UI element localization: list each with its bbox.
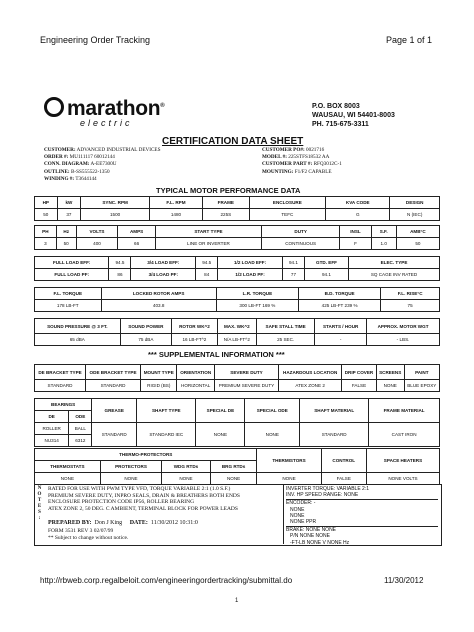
table-cell: LINE OR INVERTER bbox=[155, 238, 261, 250]
table-header-cell: SYNC. RPM bbox=[81, 197, 150, 209]
table-header-cell: FRAME MATERIAL bbox=[369, 399, 440, 423]
table-cell: 50 bbox=[35, 209, 58, 221]
table-cell: 50 bbox=[56, 238, 76, 250]
brake-label: BRAKE: bbox=[286, 527, 305, 534]
table-cell: 403.8 bbox=[101, 300, 216, 312]
table-header-cell: DE BRACKET TYPE bbox=[35, 365, 86, 380]
table-header-cell: THERMO-PROTECTORS bbox=[35, 449, 257, 461]
inverter-torque: INVERTER TORQUE: VARIABLE 2:1 bbox=[286, 486, 369, 492]
table-header-cell: PROTECTORS bbox=[100, 461, 161, 473]
table-cell: NONE bbox=[245, 423, 300, 447]
table-header-cell: FULL LOAD PF: bbox=[35, 269, 109, 281]
table-cell: N (IEC) bbox=[390, 209, 440, 221]
table-cell: 37 bbox=[57, 209, 81, 221]
table-cell: - bbox=[315, 334, 367, 346]
table-cell: 84 bbox=[196, 269, 218, 281]
order-info-left: CUSTOMER: ADVANCED INDUSTRIAL DEVICES ORDER #: MU111117 60012144 CONN. DIAGRAM: A-EE7300U OUTLINE: B-SS555522-1350 WINDING #: T3644144 bbox=[44, 147, 161, 182]
table-header-cell: BRG RTDs bbox=[210, 461, 257, 473]
table-cell: STANDARD bbox=[86, 380, 141, 392]
table-header-cell: L.R. TORQUE bbox=[216, 288, 298, 300]
table-cell: ROLLER bbox=[35, 423, 69, 435]
table-cell: NONE VOLTS bbox=[366, 473, 439, 485]
brake-line: P/N NONE NONE bbox=[290, 533, 331, 540]
table-header-cell: F.L. TORQUE bbox=[35, 288, 102, 300]
table-header-cell: AMB°C bbox=[396, 226, 439, 238]
table-cell: NONE bbox=[162, 473, 211, 485]
table-cell: STANDARD IEC bbox=[137, 423, 196, 447]
table-header-cell: HAZARDOUS LOCATION bbox=[279, 365, 342, 380]
mounting: F1/F2 CAPABLE bbox=[294, 168, 332, 175]
table-cell: 94.1 bbox=[304, 269, 348, 281]
table-header-cell: LOCKED ROTOR AMPS bbox=[101, 288, 216, 300]
note-line: RATED FOR USE WITH PWM TYPE VFD, TORQUE VARIABLE 2:1 (1.0 S.F.) bbox=[48, 486, 231, 492]
bracket-table bbox=[34, 364, 440, 392]
table-header-cell: MOUNT TYPE bbox=[141, 365, 177, 380]
table-cell: NONE bbox=[196, 423, 245, 447]
table-header-cell: INSL bbox=[340, 226, 371, 238]
footer-date: 11/30/2012 bbox=[384, 576, 424, 585]
thermo-table bbox=[34, 448, 440, 485]
hp-speed-range: INV. HP SPEED RANGE: NONE bbox=[286, 492, 359, 499]
table-header-cell: START TYPE bbox=[155, 226, 261, 238]
table-cell: 3 bbox=[35, 238, 57, 250]
table-cell: NONE bbox=[376, 380, 404, 392]
table-header-cell: SPECIAL DE bbox=[196, 399, 245, 423]
disclaimer: ** Subject to change without notice. bbox=[48, 535, 129, 541]
table-cell: RIGID (BS) bbox=[141, 380, 177, 392]
header-title: Engineering Order Tracking bbox=[40, 35, 151, 45]
table-header-cell: 3/4 LOAD PF: bbox=[131, 269, 196, 281]
table-header-cell: 1/2 LOAD EFF: bbox=[218, 257, 283, 269]
table-cell: NONE bbox=[210, 473, 257, 485]
notes-divider bbox=[283, 484, 284, 544]
table-header-cell: WDG RTDs bbox=[162, 461, 211, 473]
address-line: WAUSAU, WI 54401-8003 bbox=[312, 112, 395, 119]
table-header-cell: F.L. RISE°C bbox=[381, 288, 440, 300]
table-header-cell: APPROX. MOTOR WGT bbox=[367, 319, 440, 334]
preparer-name: Don J King bbox=[94, 520, 123, 526]
table-cell: 65 dBA bbox=[35, 334, 121, 346]
conn-diagram: A-EE7300U bbox=[90, 161, 117, 168]
note-line: ENCLOSURE PROTECTION CODE IP56, ROLLER BEARING bbox=[48, 499, 195, 506]
table-cell: TEFC bbox=[249, 209, 326, 221]
page-number: 1 bbox=[235, 598, 239, 604]
marathon-logo: marathon® bbox=[44, 97, 164, 121]
table-header-cell: SPACE HEATERS bbox=[366, 449, 439, 473]
sound-wk2-table bbox=[34, 318, 440, 346]
table-header-cell: F.L. RPM bbox=[149, 197, 202, 209]
table-header-cell: THERMISTORS bbox=[257, 449, 321, 473]
note-line: ATEX ZONE 2, 50 DEG. C AMBIENT, TERMINAL BLOCK FOR POWER LEADS bbox=[48, 505, 238, 512]
order-info-right: CUSTOMER PO#: 0021716 MODEL #: 225STFS18532 AA CUSTOMER PART #: RFQ3012C-1 MOUNTING: F1/F2 CAPABLE bbox=[262, 147, 342, 175]
table-cell: 50 bbox=[396, 238, 439, 250]
logo-text: marathon bbox=[67, 97, 161, 120]
table-cell: 66 bbox=[118, 238, 156, 250]
table-header-cell: STARTS / HOUR bbox=[315, 319, 367, 334]
table-header-cell: ELEC. TYPE bbox=[349, 257, 440, 269]
table-header-cell: Hz bbox=[56, 226, 76, 238]
table-cell: F bbox=[340, 238, 371, 250]
table-cell: STANDARD bbox=[92, 423, 137, 447]
table-cell: 25 SEC. bbox=[257, 334, 315, 346]
table-header-cell: SEVERE DUTY bbox=[214, 365, 278, 380]
table-cell: STANDARD bbox=[35, 380, 86, 392]
table-header-cell: PH bbox=[35, 226, 57, 238]
table-cell: NONE bbox=[257, 473, 321, 485]
table-cell: 178 LB-FT bbox=[35, 300, 102, 312]
table-cell: BLUE EPOXY bbox=[404, 380, 439, 392]
table-header-cell: ORIENTATION bbox=[177, 365, 214, 380]
winding-number: T3644144 bbox=[75, 175, 97, 182]
table-header-cell: 1/2 LOAD PF: bbox=[218, 269, 283, 281]
table-header-cell: AMPS bbox=[118, 226, 156, 238]
table-cell: NONE bbox=[35, 473, 101, 485]
customer-part: RFQ3012C-1 bbox=[313, 161, 342, 168]
outline: B-SS555522-1350 bbox=[70, 168, 110, 175]
customer-po: 0021716 bbox=[306, 147, 325, 153]
table-cell: N/A LB-FT^2 bbox=[217, 334, 256, 346]
efficiency-table bbox=[34, 256, 440, 281]
table-header-cell: kW bbox=[57, 197, 81, 209]
table-cell: HORIZONTAL bbox=[177, 380, 214, 392]
table-header-cell: 3/4 LOAD EFF: bbox=[131, 257, 196, 269]
table-header-cell: SHAFT MATERIAL bbox=[300, 399, 369, 423]
electrical-table bbox=[34, 225, 440, 250]
performance-title: TYPICAL MOTOR PERFORMANCE DATA bbox=[156, 186, 301, 195]
table-header-cell: SOUND POWER bbox=[120, 319, 172, 334]
brake-line: -FT-LB NONE V NONE Hz bbox=[290, 539, 350, 546]
table-cell: SQ CAGE INV RATED bbox=[349, 269, 440, 281]
table-header-cell: SOUND PRESSURE @ 3 FT. bbox=[35, 319, 121, 334]
table-header-cell: BEARINGS bbox=[35, 399, 92, 411]
table-cell: 225S bbox=[203, 209, 249, 221]
motor-basics-table bbox=[34, 196, 440, 221]
encoder-line: NONE PPR bbox=[290, 519, 317, 526]
table-cell: 94.1 bbox=[282, 257, 304, 269]
table-header-cell: DRIP COVER bbox=[342, 365, 377, 380]
table-header-cell: THERMOSTATS bbox=[35, 461, 101, 473]
table-cell: 75 bbox=[381, 300, 440, 312]
table-cell: 1480 bbox=[149, 209, 202, 221]
table-cell: 300 LB-FT 169 % bbox=[216, 300, 298, 312]
table-cell: 94.5 bbox=[196, 257, 218, 269]
table-header-cell: ROTOR WK^2 bbox=[172, 319, 217, 334]
encoder-line: NONE bbox=[290, 506, 305, 513]
table-cell: PREMIUM SEVERE DUTY bbox=[214, 380, 278, 392]
drive-notes bbox=[286, 486, 438, 546]
bearing-table bbox=[34, 398, 440, 447]
table-cell: 77 bbox=[282, 269, 304, 281]
table-cell: 1500 bbox=[81, 209, 150, 221]
notes-list bbox=[48, 486, 280, 512]
table-cell: FALSE bbox=[342, 380, 377, 392]
supplemental-title: *** SUPPLEMENTAL INFORMATION *** bbox=[148, 350, 285, 359]
table-header-cell: DESIGN bbox=[390, 197, 440, 209]
encoder-line: NONE bbox=[290, 512, 305, 519]
table-header-cell: DUTY bbox=[261, 226, 339, 238]
customer-name: ADVANCED INDUSTRIAL DEVICES bbox=[76, 147, 161, 153]
table-header-cell: SHAFT TYPE bbox=[137, 399, 196, 423]
encoder-label: ENCODER: - bbox=[286, 499, 438, 506]
table-cell: ATEX ZONE 2 bbox=[279, 380, 342, 392]
torque-table bbox=[34, 287, 440, 312]
note-line: PREMIUM SEVERE DUTY, INPRO SEALS, DRAIN & BREATHERS BOTH ENDS bbox=[48, 492, 240, 499]
table-header-cell: VOLTS bbox=[76, 226, 118, 238]
table-cell: 400 bbox=[76, 238, 118, 250]
table-header-cell: SAFE STALL TIME bbox=[257, 319, 315, 334]
table-cell: CAST IRON bbox=[369, 423, 440, 447]
order-number: MU111117 60012144 bbox=[69, 154, 115, 161]
table-cell: 94.5 bbox=[109, 257, 131, 269]
table-header-cell: ODE BRACKET TYPE bbox=[86, 365, 141, 380]
address-line: PH. 715-675-3311 bbox=[312, 121, 369, 128]
model-number: 225STFS18532 AA bbox=[288, 154, 330, 161]
footer-url[interactable]: http://rbweb.corp.regalbeloit.com/engineeringordertracking/submittal.do bbox=[40, 576, 293, 585]
table-header-cell: MAX. WK^2 bbox=[217, 319, 256, 334]
logo-ring-icon bbox=[44, 97, 64, 117]
table-header-cell: DE bbox=[35, 411, 69, 423]
table-cell: 1.0 bbox=[371, 238, 396, 250]
table-header-cell: ODE bbox=[69, 411, 92, 423]
company-address bbox=[312, 102, 395, 129]
sheet-title: CERTIFICATION DATA SHEET bbox=[162, 136, 304, 147]
table-header-cell: SCREENS bbox=[376, 365, 404, 380]
table-cell: 425 LB-FT 239 % bbox=[299, 300, 381, 312]
form-number: FORM 3531 REV 3 02/07/99 bbox=[48, 528, 114, 534]
table-header-cell: S.F. bbox=[371, 226, 396, 238]
logo-subtext: electric bbox=[80, 118, 133, 128]
address-line: P.O. BOX 8003 bbox=[312, 103, 360, 110]
table-header-cell: B.D. TORQUE bbox=[299, 288, 381, 300]
table-header-cell: KVA CODE bbox=[326, 197, 390, 209]
table-cell: NONE bbox=[100, 473, 161, 485]
table-cell: STANDARD bbox=[300, 423, 369, 447]
table-header-cell: GTD. EFF bbox=[304, 257, 348, 269]
table-header-cell: HP bbox=[35, 197, 58, 209]
notes-label: NOTES: bbox=[37, 486, 42, 522]
table-cell: FALSE bbox=[321, 473, 366, 485]
table-cell: 86 bbox=[109, 269, 131, 281]
table-cell: 6312 bbox=[69, 435, 92, 447]
table-header-cell: CONTROL bbox=[321, 449, 366, 473]
table-header-cell: SPECIAL ODE bbox=[245, 399, 300, 423]
table-header-cell: GREASE bbox=[92, 399, 137, 423]
table-header-cell: FULL LOAD EFF: bbox=[35, 257, 109, 269]
table-cell: BALL bbox=[69, 423, 92, 435]
table-cell: - LBS. bbox=[367, 334, 440, 346]
table-cell: 16 LB-FT^2 bbox=[172, 334, 217, 346]
table-cell: NU314 bbox=[35, 435, 69, 447]
prepared-date: 11/30/2012 10:31:0 bbox=[150, 520, 198, 526]
table-header-cell: FRAME bbox=[203, 197, 249, 209]
table-cell: CONTINUOUS bbox=[261, 238, 339, 250]
table-header-cell: ENCLOSURE bbox=[249, 197, 326, 209]
brake-line: NONE NONE bbox=[305, 527, 337, 534]
table-cell: 75 dBA bbox=[120, 334, 172, 346]
table-header-cell: PAINT bbox=[404, 365, 439, 380]
prepared-by: PREPARED BY: Don J King DATE: 11/30/2012 10:31:0 bbox=[48, 520, 198, 526]
page-indicator: Page 1 of 1 bbox=[386, 35, 433, 45]
table-cell: G bbox=[326, 209, 390, 221]
